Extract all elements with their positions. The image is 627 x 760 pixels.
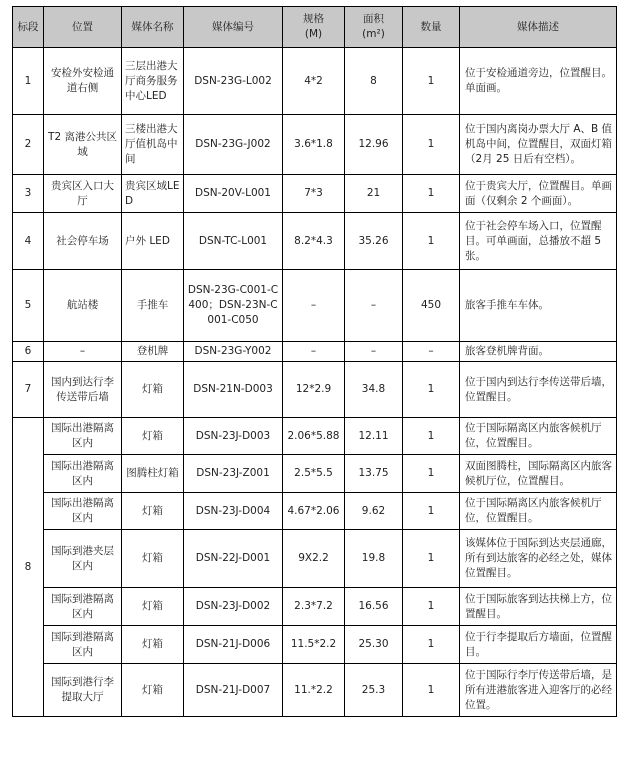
header-area — [345, 7, 403, 48]
cell-quantity: 1 — [403, 493, 460, 530]
table-row — [13, 664, 617, 717]
cell-media-code: DSN-20V-L001 — [184, 175, 283, 213]
cell-media-name: 灯箱 — [122, 626, 184, 664]
cell-description: 双面图腾柱，国际隔离区内旅客候机厅位，位置醒目。 — [460, 455, 617, 493]
cell-location: 国际到港行李提取大厅 — [44, 664, 122, 717]
header-spec-unit: (M) — [304, 28, 323, 40]
cell-description: 位于国际隔离区内旅客候机厅位，位置醒目。 — [460, 418, 617, 455]
cell-spec: 4*2 — [283, 48, 345, 115]
header-area-unit: (m²) — [362, 28, 385, 40]
cell-media-code: DSN-22J-D001 — [184, 530, 283, 588]
cell-media-name: 户外 LED — [122, 213, 184, 270]
cell-description: 旅客手推车车体。 — [460, 270, 617, 342]
cell-area: 25.3 — [345, 664, 403, 717]
cell-media-name: 灯箱 — [122, 493, 184, 530]
cell-description: 位于国际行李厅传送带后墙，是所有进港旅客进入迎客厅的必经位置。 — [460, 664, 617, 717]
cell-area: 35.26 — [345, 213, 403, 270]
cell-quantity: 450 — [403, 270, 460, 342]
cell-media-code: DSN-23G-L002 — [184, 48, 283, 115]
cell-media-code: DSN-23J-D002 — [184, 588, 283, 626]
header-media-name: 媒体名称 — [122, 7, 184, 48]
cell-media-name: 灯箱 — [122, 530, 184, 588]
cell-area: 13.75 — [345, 455, 403, 493]
table-row — [13, 418, 617, 455]
cell-location: 社会停车场 — [44, 213, 122, 270]
cell-media-code: DSN-23G-C001-C400；DSN-23N-C001-C050 — [184, 270, 283, 342]
cell-quantity: 1 — [403, 664, 460, 717]
header-area-label: 面积 — [363, 13, 384, 25]
header-spec — [283, 7, 345, 48]
cell-spec: 7*3 — [283, 175, 345, 213]
cell-description: 位于国际隔离区内旅客候机厅位，位置醒目。 — [460, 493, 617, 530]
cell-location: 国际出港隔离区内 — [44, 418, 122, 455]
cell-area: 21 — [345, 175, 403, 213]
cell-location: T2 离港公共区域 — [44, 115, 122, 175]
cell-section: 4 — [13, 213, 44, 270]
cell-spec: 8.2*4.3 — [283, 213, 345, 270]
cell-section: 2 — [13, 115, 44, 175]
cell-quantity: 1 — [403, 588, 460, 626]
cell-quantity: 1 — [403, 455, 460, 493]
header-quantity: 数量 — [403, 7, 460, 48]
cell-spec: 2.5*5.5 — [283, 455, 345, 493]
cell-spec: – — [283, 270, 345, 342]
cell-description: 位于国际旅客到达扶梯上方，位置醒目。 — [460, 588, 617, 626]
cell-quantity: 1 — [403, 418, 460, 455]
cell-spec: 3.6*1.8 — [283, 115, 345, 175]
table-row — [13, 48, 617, 115]
cell-description: 位于国内到达行李传送带后墙，位置醒目。 — [460, 362, 617, 418]
cell-quantity: 1 — [403, 530, 460, 588]
cell-media-code: DSN-23J-D004 — [184, 493, 283, 530]
table-row — [13, 530, 617, 588]
table-row — [13, 455, 617, 493]
cell-spec: 2.3*7.2 — [283, 588, 345, 626]
cell-media-code: DSN-23G-Y002 — [184, 342, 283, 362]
cell-description: 位于行李提取后方墙面，位置醒目。 — [460, 626, 617, 664]
cell-area: 8 — [345, 48, 403, 115]
header-description: 媒体描述 — [460, 7, 617, 48]
cell-media-name: 灯箱 — [122, 362, 184, 418]
table-row — [13, 362, 617, 418]
header-section: 标段 — [13, 7, 44, 48]
cell-media-code: DSN-23J-Z001 — [184, 455, 283, 493]
cell-area: – — [345, 270, 403, 342]
cell-area: 9.62 — [345, 493, 403, 530]
cell-spec: 12*2.9 — [283, 362, 345, 418]
cell-media-name: 图腾柱灯箱 — [122, 455, 184, 493]
cell-location: 国内到达行李传送带后墙 — [44, 362, 122, 418]
header-location: 位置 — [44, 7, 122, 48]
cell-location: 国际到港隔离区内 — [44, 588, 122, 626]
cell-quantity: 1 — [403, 115, 460, 175]
cell-description: 位于贵宾大厅，位置醒目。单画面（仅剩余 2 个画面）。 — [460, 175, 617, 213]
cell-spec: 11.5*2.2 — [283, 626, 345, 664]
cell-area: 12.96 — [345, 115, 403, 175]
cell-spec: 2.06*5.88 — [283, 418, 345, 455]
cell-spec: – — [283, 342, 345, 362]
cell-quantity: 1 — [403, 48, 460, 115]
cell-area: 12.11 — [345, 418, 403, 455]
cell-media-name: 手推车 — [122, 270, 184, 342]
cell-media-code: DSN-21J-D007 — [184, 664, 283, 717]
header-spec-label: 规格 — [303, 13, 324, 25]
cell-location: 贵宾区入口大厅 — [44, 175, 122, 213]
cell-location: 国际到港隔离区内 — [44, 626, 122, 664]
table-row — [13, 588, 617, 626]
cell-spec: 9X2.2 — [283, 530, 345, 588]
cell-section: 1 — [13, 48, 44, 115]
cell-description: 旅客登机牌背面。 — [460, 342, 617, 362]
cell-quantity: 1 — [403, 213, 460, 270]
cell-media-name: 灯箱 — [122, 664, 184, 717]
cell-quantity: 1 — [403, 362, 460, 418]
cell-section: 7 — [13, 362, 44, 418]
cell-quantity: – — [403, 342, 460, 362]
cell-quantity: 1 — [403, 175, 460, 213]
cell-location: 国际到港夹层区内 — [44, 530, 122, 588]
cell-area: 19.8 — [345, 530, 403, 588]
cell-location: 安检外安检通道右侧 — [44, 48, 122, 115]
cell-area: – — [345, 342, 403, 362]
cell-media-name: 三楼出港大厅值机岛中间 — [122, 115, 184, 175]
cell-location: 国际出港隔离区内 — [44, 493, 122, 530]
header-row — [13, 7, 617, 48]
header-media-code: 媒体编号 — [184, 7, 283, 48]
cell-section: 6 — [13, 342, 44, 362]
cell-description: 该媒体位于国际到达夹层通廊，所有到达旅客的必经之处，媒体位置醒目。 — [460, 530, 617, 588]
table-row — [13, 115, 617, 175]
cell-section: 8 — [13, 418, 44, 717]
cell-media-name: 灯箱 — [122, 588, 184, 626]
cell-media-name: 贵宾区域LED — [122, 175, 184, 213]
cell-description: 位于社会停车场入口，位置醒目。可单画面，总播放不超 5 张。 — [460, 213, 617, 270]
cell-location: – — [44, 342, 122, 362]
cell-location: 航站楼 — [44, 270, 122, 342]
table-row — [13, 342, 617, 362]
cell-media-code: DSN-TC-L001 — [184, 213, 283, 270]
cell-area: 16.56 — [345, 588, 403, 626]
table-row — [13, 270, 617, 342]
cell-media-name: 三层出港大厅商务服务中心LED — [122, 48, 184, 115]
cell-media-name: 灯箱 — [122, 418, 184, 455]
cell-media-code: DSN-23G-J002 — [184, 115, 283, 175]
cell-media-name: 登机牌 — [122, 342, 184, 362]
cell-media-code: DSN-21N-D003 — [184, 362, 283, 418]
table-row — [13, 213, 617, 270]
cell-media-code: DSN-21J-D006 — [184, 626, 283, 664]
cell-spec: 4.67*2.06 — [283, 493, 345, 530]
cell-section: 3 — [13, 175, 44, 213]
cell-media-code: DSN-23J-D003 — [184, 418, 283, 455]
cell-location: 国际出港隔离区内 — [44, 455, 122, 493]
cell-description: 位于安检通道旁边，位置醒目。单面画。 — [460, 48, 617, 115]
table-row — [13, 493, 617, 530]
cell-section: 5 — [13, 270, 44, 342]
cell-area: 25.30 — [345, 626, 403, 664]
media-table — [12, 6, 617, 717]
table-row — [13, 175, 617, 213]
table-row — [13, 626, 617, 664]
cell-description: 位于国内离岗办票大厅 A、B 值机岛中间，位置醒目，双面灯箱（2月 25 日后有空档）。 — [460, 115, 617, 175]
cell-quantity: 1 — [403, 626, 460, 664]
cell-area: 34.8 — [345, 362, 403, 418]
cell-spec: 11.*2.2 — [283, 664, 345, 717]
